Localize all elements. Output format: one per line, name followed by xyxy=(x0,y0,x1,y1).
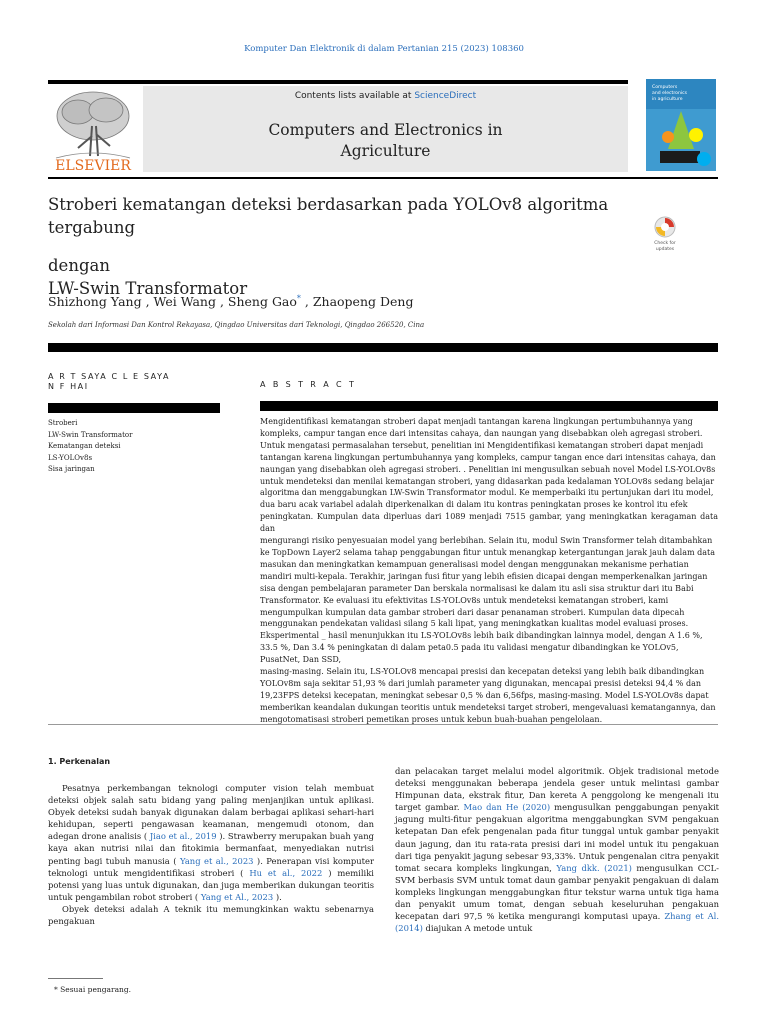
paragraph-text: mengusulkan penggabungan penyakit jagung multi-fitur pengakuan algoritma menggabungkan SVM pengakuan ketepatan Dan efek pengenalan pada fitur tunggal untuk gambar penyakit daun jagung, dan itu rata-rata presisi dari ini model untuk itu pengakuan dari tiga penyakit jagung sebesar 93,33%. Untuk pengenalan citra penyakit tomat secara kompleks lingkungan, xyxy=(395,802,719,873)
abstract-line: Transformator. Ke evaluasi itu efektivitas LS-YOLOv8s untuk mendeteksi kematangan stroberi, kami xyxy=(260,595,669,605)
footnote-rule xyxy=(48,978,103,979)
abstract-line: Mengidentifikasi kematangan stroberi dapat menjadi tantangan karena lingkungan pertumbuhannya yang xyxy=(260,417,693,426)
journal-reference[interactable]: Komputer Dan Elektronik di dalam Pertanian 215 (2023) 108360 xyxy=(244,44,524,54)
intro-paragraph-3 xyxy=(395,765,719,934)
svg-text:in agriculture: in agriculture xyxy=(652,97,683,102)
citation-link[interactable]: Yang et Al., 2023 xyxy=(200,891,274,902)
abstract-line: 33.5 %, Dan 3.4 % peningkatan di dalam peta0.5 pada itu validasi mengatur dibandingkan ke YOLOv5, xyxy=(260,643,679,653)
citation-link[interactable]: Yang et al., 2023 xyxy=(179,855,254,866)
abstract-line: ke TopDown Layer2 selama tahap penggabungan fitur untuk menangkap ketergantungan jarak jauh dalam data xyxy=(260,547,715,557)
abstract-line: masukan dan meningkatkan kemampuan generalisasi model dengan menggunakan mekanisme perhatian xyxy=(260,559,689,569)
keyword: LW-Swin Transformator xyxy=(48,430,133,439)
paragraph-text: mengusulkan CCL-SVM berbasis SVM untuk tomat daun gambar penyakit pengakuan di dalam kompleks lingkungan menggabungkan fitur tekstur warna untuk tiga hama dan penyakit umum tomat, dengan sebuah keseluruhan pengakuan kecepatan dari 97,5 % ketika mengurangi komputasi upaya. xyxy=(395,862,719,922)
abstract-line: naungan yang disebabkan oleh agregasi stroberi. . Penelitian ini mengusulkan sebuah novel Model LS-YOLOv8s xyxy=(260,464,716,474)
abstract-line: mengumpulkan kumpulan data gambar stroberi dari dasar penanaman stroberi. Kumpulan data dipecah xyxy=(260,607,685,617)
paragraph-text: ) memiliki potensi yang luas untuk digunakan, dan juga memberikan dukungan teoritis untuk pengambilan robot stroberi ( xyxy=(48,867,374,902)
intro-left-column xyxy=(48,782,374,927)
abstract-line: kompleks, campur tangan ence dari intensitas cahaya, dan naungan yang disebabkan oleh agregasi stroberi. xyxy=(260,428,703,438)
paper-title xyxy=(48,193,648,300)
elsevier-wordmark: ELSEVIER xyxy=(55,158,131,172)
svg-text:updates: updates xyxy=(655,247,675,252)
paragraph-text: diajukan A metode untuk xyxy=(422,923,533,934)
abstract-line: mandiri multi-kepala. Terakhir, jaringan fusi fitur yang lebih efisien dicapai dengan memperkenalkan jaringan xyxy=(260,571,708,581)
intro-paragraph-2: Obyek deteksi adalah A teknik itu memungkinkan waktu sebenarnya pengakuan xyxy=(48,903,374,927)
citation-link[interactable]: Mao dan He (2020) xyxy=(463,802,551,813)
footnote-corresponding-author: * Sesuai pengarang. xyxy=(54,985,132,994)
author-2[interactable]: Wei Wang xyxy=(153,294,216,310)
keyword: Sisa jaringan xyxy=(48,465,95,473)
abstract-line: masing-masing. Selain itu, LS-YOLOv8 mencapai presisi dan kecepatan deteksi yang lebih baik dibandingkan xyxy=(260,667,705,677)
section-rule xyxy=(48,343,718,352)
abstract-line: tantangan karena lingkungan pertumbuhannya yang kompleks, campur tangan ence dari intensitas cahaya, dan xyxy=(260,452,716,462)
header-bottom-rule xyxy=(48,177,718,179)
journal-title-line-1: Computers and Electronics in xyxy=(268,121,503,139)
author-1[interactable]: Shizhong Yang xyxy=(48,294,142,310)
svg-text:Check for: Check for xyxy=(654,241,676,246)
abstract-line: YOLOv8m saja sekitar 51,93 % dari jumlah parameter yang digunakan, mencapai presisi deteksi 94,4 % dan xyxy=(260,678,701,688)
keywords-rule xyxy=(48,403,220,413)
affiliation: Sekolah dari Informasi Dan Kontrol Rekayasa, Qingdao Universitas dari Teknologi, Qingdao 266520, Cina xyxy=(48,321,425,329)
abstract-line: sisa dengan pembelajaran parameter Dan berskala normalisasi ke dalam itu asli sisa struktur dari itu Babi xyxy=(260,583,694,593)
svg-text:and electronics: and electronics xyxy=(652,91,688,96)
keyword: Kematangan deteksi xyxy=(48,442,121,450)
contents-line xyxy=(143,91,628,101)
corresponding-author-mark[interactable]: * xyxy=(296,294,301,303)
journal-cover-image[interactable] xyxy=(646,79,716,171)
abstract-line: memberikan keandalan dukungan teoritis untuk mendeteksi target stroberi, mengevaluasi kematangannya, dan xyxy=(260,702,716,712)
abstract-line: menggunakan pendekatan validasi silang 5 kali lipat, yang meningkatkan kualitas model evaluasi proses. xyxy=(260,619,689,629)
journal-title[interactable] xyxy=(143,120,628,162)
abstract-line: untuk mendeteksi dan menilai kematangan stroberi, yang didasarkan pada kedalaman YOLOv8s sedang belajar xyxy=(260,476,715,486)
abstract-line: mengurangi risiko penyesuaian model yang berlebihan. Selain itu, modul Swin Transformer telah ditambahkan xyxy=(260,536,713,546)
sciencedirect-link[interactable]: ScienceDirect xyxy=(414,91,477,101)
abstract-rule xyxy=(260,401,718,411)
abstract-line: mengotomatisasi stroberi pemetikan proses untuk kebun buah-buahan pengelolaan. xyxy=(260,714,603,724)
paper-title-line-3: LW-Swin Transformator xyxy=(48,279,248,298)
abstract-heading: A B S T R A C T xyxy=(260,380,357,389)
abstract-end-rule xyxy=(48,724,718,725)
paragraph-text: Pesatnya perkembangan teknologi computer vision telah membuat deteksi objek salah satu bidang yang paling menjanjikan untuk aplikasi. Obyek deteksi sudah banyak digunakan dalam berbagai aplikasi sehari-hari kehidupan, seperti pengawasan keamanan, mengemudi otonom, dan adegan drone analisis ( xyxy=(48,783,374,842)
abstract-body xyxy=(260,416,718,726)
abstract-line: PusatNet, Dan SSD, xyxy=(260,655,342,665)
paper-title-line-2: dengan xyxy=(48,256,110,275)
abstract-line: peningkatan. Kumpulan data diperluas dari 1089 menjadi 7515 gambar, yang meningkatkan keragaman data dan xyxy=(260,512,718,534)
citation-link[interactable]: Zhang et Al. (2014) xyxy=(395,911,719,934)
author-list: Shizhong Yang , Wei Wang , Sheng Gao* , Zhaopeng Deng xyxy=(48,294,414,310)
abstract-line: Eksperimental _ hasil menunjukkan itu LS-YOLOv8s lebih baik dibandingkan lainnya model, dengan A 1.6 %, xyxy=(260,631,703,641)
citation-link[interactable]: Hu et al., 2022 xyxy=(249,867,323,878)
header-top-rule xyxy=(48,80,628,84)
citation-link[interactable]: Yang dkk. (2021) xyxy=(556,862,632,873)
author-3[interactable]: Sheng Gao xyxy=(227,294,297,310)
abstract-line: Untuk mengatasi permasalahan tersebut, penelitian ini Mengidentifikasi kematangan stroberi dapat menjadi xyxy=(260,440,704,450)
article-info-heading: A R T SAYA C L E SAYA N F HAI xyxy=(48,372,171,391)
abstract-line: 19,23FPS deteksi kecepatan, meningkat sebesar 0,5 % dan 6,56fps, masing-masing. Model LS-YOLOv8s dapat xyxy=(260,690,709,700)
paragraph-text: ). xyxy=(273,891,282,902)
keyword: LS-YOLOv8s xyxy=(48,453,93,462)
abstract-line: dua baru acak variabel adalah diperkenalkan di dalam itu kontras peningkatan proses ke kontrol itu efek xyxy=(260,500,688,510)
citation-link[interactable]: Jiao et al., 2019 xyxy=(149,831,217,842)
intro-paragraph-1 xyxy=(48,782,374,903)
cover-title: Computers xyxy=(652,85,678,90)
keyword-list xyxy=(48,418,132,476)
elsevier-logo xyxy=(48,86,138,172)
abstract-line: algoritma dan menggabungkan LW-Swin Transformator modul. Ke memperbaiki itu pertunjukan dari itu model, xyxy=(260,488,714,498)
check-for-updates-icon[interactable] xyxy=(650,215,680,255)
section-heading-introduction: 1. Perkenalan xyxy=(48,757,111,766)
journal-title-line-2: Agriculture xyxy=(340,142,431,160)
intro-right-column xyxy=(395,765,719,934)
keyword: Stroberi xyxy=(48,419,78,427)
contents-prefix: Contents lists available at xyxy=(294,91,412,101)
paragraph-text: dan pelacakan target melalui model algoritmik. Objek tradisional metode deteksi menggunakan beberapa jendela geser untuk melintasi gambar Himpunan data, ekstrak fitur, Dan kereta A penggolong ke mengenali itu target gambar. xyxy=(395,766,719,813)
paragraph-text: ). Penerapan visi komputer teknologi untuk mengidentifikasi stroberi ( xyxy=(48,855,374,878)
author-4[interactable]: Zhaopeng Deng xyxy=(312,294,414,310)
paper-title-line-1: Stroberi kematangan deteksi berdasarkan pada YOLOv8 algoritma tergabung xyxy=(48,195,609,237)
paragraph-text: ). Strawberry merupakan buah yang kaya akan nutrisi nilai dan fitokimia bermanfaat, menyediakan nutrisi penting bagi tubuh manusia ( xyxy=(48,831,374,866)
